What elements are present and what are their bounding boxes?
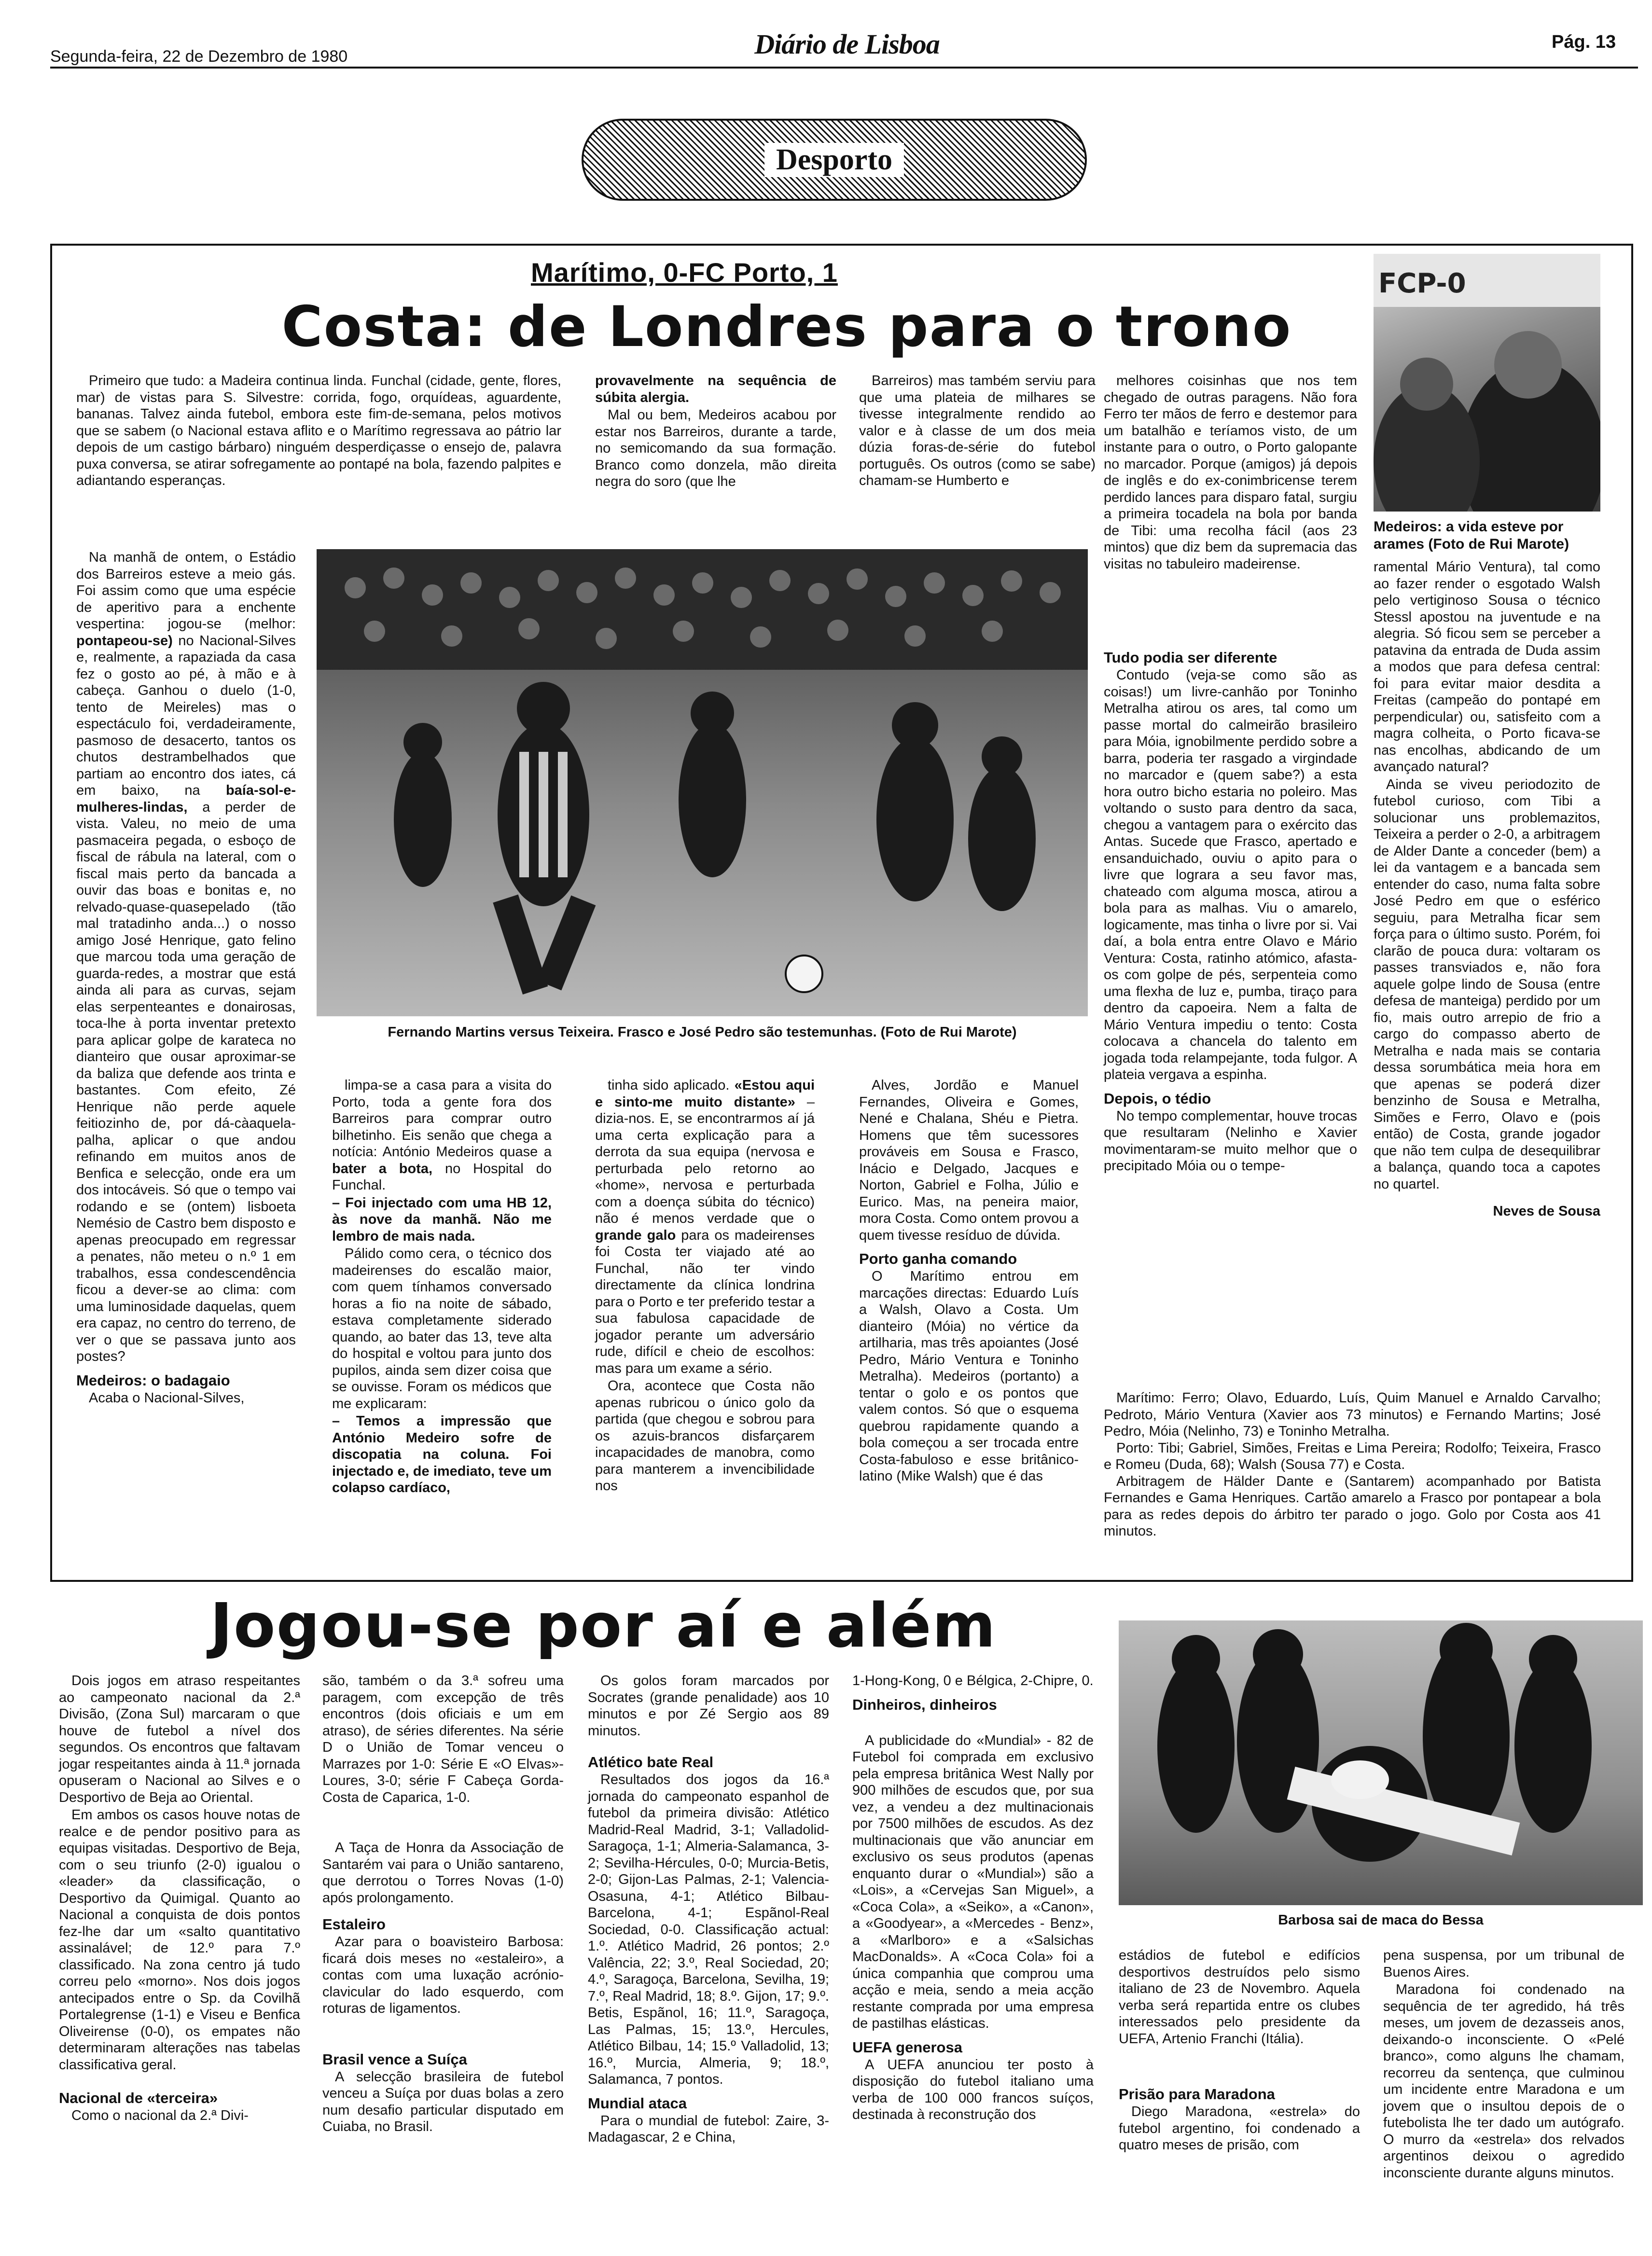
a2-col4-paragraph: 1-Hong-Kong, 0 e Bélgica, 2-Chipre, 0. [852, 1673, 1094, 1689]
col2-quote: – Temos a impressão que António Medeiro sofre de discopatia na coluna. Foi injectado e, de imediato, teve um colapso cardíaco, [332, 1413, 552, 1495]
col1-subheading: Medeiros: o badagaio [76, 1371, 230, 1389]
a2-col4-subheading: Dinheiros, dinheiros [852, 1696, 997, 1713]
a2-col1-paragraph: Dois jogos em atraso respeitantes ao campeonato nacional da 2.ª Divisão, (Zona Sul) marcaram o que houve de futebol a nível dos segundos. Os encontros que faltavam jogar respeitantes ainda à 11.ª jornada opuseram o Nacional ao Silves e o Desportivo de Beja ao Oriental. [59, 1673, 300, 1805]
col2-quote: – Foi injectado com uma HB 12, às nove da manhã. Não me lembro de mais nada. [332, 1195, 552, 1244]
article1-headline: Costa: de Londres para o trono [281, 294, 1292, 360]
lineup-porto: Porto: Tibi; Gabriel, Simões, Freitas e Lima Pereira; Rodolfo; Teixeira, Frasco e Romeu (Duda, 68); Walsh (Sousa 77) e Costa. [1104, 1440, 1601, 1472]
article1-col5 [1104, 649, 1357, 1175]
a2-col3-paragraph: Resultados dos jogos da 16.ª jornada do campeonato espanhol de futebol da primeira divisão: Atlético Madrid-Real Madrid, 3-1; Valladolid-Saragoça, 1-1; Almeria-Salamanca, 3-2; Sevilha-Hércules, 0-0; Murcia-Betis, 2-0; Gijon-Las Palmas, 2-1; Valencia-Osasuna, 4-1; Atlético Bilbau-Barcelona, 4-1; Espãnol-Real Sociedad, 0-0. Classificação actual: 1.º. Atlético Madrid, 26 pontos; 2.º Valência, 22; 3.º, Real Sociedad, 20; 4.º, Saragoça, Barcelona, Sevilha, 19; 7.º, Real Madrid, 18; 8.º. Gijon, 17; 9.º. Betis, Espãnol, 16; 11.º, Saragoça, Las Palmas, 15; 13.º, Hercules, Atlético Bilbau, 14; 15.º Valladolid, 13; 16.º, Murcia, Almeria, 9; 18.º, Salamanca, 7 pontos. [588, 1772, 829, 2087]
match-photo-caption: Fernando Martins versus Teixeira. Frasco e José Pedro são testemunhas. (Foto de Rui Marote) [388, 1024, 1017, 1040]
col1-paragraph: Na manhã de ontem, o Estádio dos Barreiros esteve a meio gás. Foi assim como que uma espécie de aperitivo para a enchente vespertina: jogou-se (melhor: pontapeou-se) no Nacional-Silves e, realmente, a rapaziada da casa fez o gosto ao pé, à mão e à cabeça. Ganhou o duelo (1-0, tento de Meireles) mas o espectáculo foi, verdadeiramente, pasmoso de desacerto, tantos os chutos destrambelhados que partiam ao encontro dos iates, cá em baixo, na baía-sol-e-mulheres-lindas, a perder de vista. Valeu, no meio de uma pasmaceira pegada, o esboço de fiscal de rábula na lateral, com o fiscal mais perto da bancada a ouvir das boas e bonitas e, no relvado-quase-quasepelado (tão mal tratadinho anda...) o nosso amigo José Henrique, gato felino que marcou toda uma geração de guarda-redes, a mostrar que está ainda ali para as curvas, sejam elas serpenteantes e donairosas, toca-lhe à porta inventar pretexto para aplicar golpe de karateca no dianteiro que ousar aproximar-se da baliza que defende aos trinta e bastantes. Com efeito, Zé Henrique não perde aquele feitiozinho de, por dá-càaquela-palha, aplicar o que andou refinando em muitos anos de Benfica e selecção, onde era um dos intocáveis. Só que o tempo vai rodando e se (ontem) lisboeta Nemésio de Castro bem disposto e apenas preocupado em regressar a penates, não meteu o n.º 1 em trabalhos, essa condescendência ficou a dever-se ao clima: com uma luminosidade daquelas, quem era capaz, no centro do terreno, de ver o que se passava junto aos postes? [76, 550, 296, 1364]
lineup-maritimo: Marítimo: Ferro; Olavo, Eduardo, Luís, Quim Manuel e Arnaldo Carvalho; Pedroto, Mário Ventura (Xavier aos 73 minutos) e Fernando Martins; José Pedro, Móia (Nelinho, 73) e Toninho Metralha. [1104, 1390, 1601, 1439]
lineup-referee: Arbitragem de Hälder Dante e (Santarem) acompanhado por Batista Fernandes e Gama Henriques. Cartão amarelo a Frasco por pontapear a bola para as redes depois do árbitro ter parado o jogo. Golo por Costa aos 41 minutos. [1104, 1473, 1601, 1539]
col5-subheading: Depois, o tédio [1104, 1090, 1211, 1107]
article1-col4 [859, 1077, 1079, 1485]
a2-col3-paragraph: Os golos foram marcados por Socrates (grande penalidade) aos 10 minutos e por Zé Sergio aos 89 minutos. [588, 1673, 829, 1739]
col3-paragraph: Ora, acontece que Costa não apenas rubricou o único golo da partida (que chegou e sobrou para os azuis-brancos disfarçarem incapacidades de manobra, como para manterem a invencibilidade nos [595, 1378, 815, 1494]
article2-col6 [1383, 1947, 1624, 2181]
col2-paragraph: limpa-se a casa para a visita do Porto, toda a gente fora dos Barreiros para comprar outro bilhetinho. Eis senão que chega a notícia: António Medeiros quase a bater a bota, no Hospital do Funchal. [332, 1078, 552, 1193]
a2-col5-paragraph: estádios de futebol e edifícios desportivos destruídos pelo sismo italiano de 23 de Novembro. Aquela verba será repartida entre os clubes interessados pelo presidente da UEFA, Artenio Franchi (Itália). [1119, 1948, 1360, 2047]
medeiros-photo [1374, 254, 1600, 512]
medeiros-photo-illustration [1374, 254, 1600, 512]
page-number: Pág. 13 [1552, 32, 1616, 52]
section-label: Desporto [764, 143, 904, 177]
article1-col6 [1374, 559, 1600, 1220]
article1-lineups [1104, 1390, 1601, 1540]
match-photo [317, 549, 1088, 1016]
article1-lead-4 [1104, 373, 1357, 572]
article1-col3 [595, 1077, 815, 1495]
a2-col2-paragraph: Azar para o boavisteiro Barbosa: ficará dois meses no «estaleiro», a contas com uma luxação acrónio-clavicular do lado esquerdo, com roturas de ligamentos. [322, 1934, 564, 2016]
a2-col1-paragraph: Como o nacional da 2.ª Divi- [71, 2108, 249, 2123]
a2-col1-paragraph: Em ambos os casos houve notas de realce e de pendor positivo para as equipas visitadas. Desportivo de Beja, com o seu triunfo (2-0) igualou o «leader» da classificação, o Desportivo da Quimigal. Quanto ao Nacional a conquista de dois pontos fez-lhe dar um «salto quantitativo assinalável; de 12.º para 7.º classificado. Na zona centro já tudo correu pelo «morno». Nos dois jogos antecipados entre o Sp. da Covilhã Portalegrense (1-1) e Viseu e Benfica Oliveirense (0-0), os empates não determinaram alterações nas tabelas classificativa geral. [59, 1807, 300, 2073]
col5-subheading: Tudo podia ser diferente [1104, 649, 1277, 666]
lead-paragraph-bold: provavelmente na sequência de súbita alergia. [595, 373, 836, 405]
a2-col2-subheading: Brasil vence a Suíça [322, 2050, 467, 2068]
lead-paragraph: Mal ou bem, Medeiros acabou por estar nos Barreiros, durante a tarde, no semicomando da sua formação. Branco como donzela, mão direita negra do soro (que lhe [595, 407, 836, 489]
a2-col4-paragraph: A publicidade do «Mundial» - 82 de Futebol foi comprada em exclusivo pela empresa britânica West Nally por 900 milhões de escudos que, por sua vez, a vendeu a dez multinacionais por 7500 milhões de escudos. As dez multinacionais que vão anunciar em exclusivo os seus produtos (apenas enquanto durar o «Mundial») são a «Lois», a «Cervejas San Miguel», a «Coca Cola», a «Seiko», a «Canon», a «Goodyear», a «Mercedes - Benz», a «Marlboro» e a «Salsichas MacDonalds». A «Coca Cola» foi a única companhia que comprou uma acção e meia, sendo a meia acção restante comprada por uma empresa de pastilhas elásticas. [852, 1732, 1094, 2031]
a2-col4-paragraph: A UEFA anunciou ter posto à disposição do futebol italiano uma verba de 100 000 francos suíços, destinada à reconstrução dos [852, 2057, 1094, 2122]
article2-col3 [588, 1673, 829, 2146]
a2-col2-paragraph: A Taça de Honra da Associação de Santarém vai para o União santareno, que derrotou o Torres Novas (1-0) após prolongamento. [322, 1840, 564, 1906]
a2-col5-subheading: Prisão para Maradona [1119, 2086, 1275, 2103]
article1-lead-3 [859, 373, 1096, 489]
a2-col6-paragraph: Maradona foi condenado na sequência de ter agredido, há três meses, um jovem de dezasseis anos, deixando-o inconsciente. O «Pelé branco», como alguns lhe chamam, recorreu da sentença, que culminou um incidente entre Maradona e um jovem que o insultou depois de o futebolista lhe ter dado um autógrafo. O murro da «estrela» dos relvados argentinos deixou o agredido inconsciente durante alguns minutos. [1383, 1982, 1624, 2181]
article1-lead-1 [76, 373, 561, 489]
section-banner [582, 119, 1087, 201]
masthead-rule [50, 67, 1638, 69]
article1-col1 [76, 549, 296, 1406]
masthead-date: Segunda-feira, 22 de Dezembro de 1980 [50, 47, 348, 66]
col5-paragraph: Contudo (veja-se como são as coisas!) um livre-canhão por Toninho Metralha atirou os ares, tal como um passe mortal do calmeirão brasileiro para Móia, ignobilmente perdido sobre a barra, poderia ter rasgado a virgindade no marcador e (quem sabe?) a esta hora outro bicho estaria no poleiro. Mas voltando o susto para dentro da saca, chegou a vantagem para o exército das Antas. Sucede que Frasco, apertado e ensanduichado, ouviu o apito para o livre que lograra a seu favor mas, chateado com alguma mosca, atirou a bola para as malhas. Viu o amarelo, logicamente, mas tinha o livre por si. Vai daí, a bola entra entre Olavo e Mário Ventura: Costa, ratinho atómico, afasta-os com golpe de pés, serpenteia como uma flexha de luz e, pumba, tiraço para dentro da capoeira. Nem a falta de Mário Ventura impediu o tento: Costa colocava a chancela do talento em jogada toda relampejante, toda fulgor. A plateia vergava a espinha. [1104, 667, 1357, 1082]
col6-paragraph: ramental Mário Ventura), tal como ao fazer render o esgotado Walsh pelo vertiginoso Sousa o técnico Stessl apostou na juventude e na alegria. Só ficou sem se perceber a patavina da entrada de Duda assim a modos que para defesa central: foi para evitar maior desdita a Freitas (campeão do pontapé em perpendicular) ou, satisfeito com a magra colheita, o Porto ficava-se nas encolhas, abdicando de um avançado natural? [1374, 559, 1600, 775]
lead-paragraph: Primeiro que tudo: a Madeira continua linda. Funchal (cidade, gente, flores, mar) de vistas para S. Silvestre: corrida, fogo, orquídeas, aguardente, bananas. Talvez ainda futebol, embora este fim-de-semana, pelos motivos que se sabem (o Nacional estava aflito e o Marítimo regressava ao pátrio lar depois de um castigo bárbaro) ninguém desperdiçasse o ensejo de, palavra puxa conversa, se atirar sofregamente ao pontapé na bola, fazendo palpites e adiantando esperanças. [76, 373, 561, 488]
a2-col3-subheading: Mundial ataca [588, 2094, 687, 2112]
article2-col5 [1119, 1947, 1360, 2154]
col3-paragraph: tinha sido aplicado. «Estou aqui e sinto-me muito distante» – dizia-nos. E, se encontrarmos aí já uma certa explicação para a derrota da sua equipa (nervosa e perturbada pelo retorno ao «home», nervosa e perturbada com a doença súbita do técnico) não é menos verdade que o grande galo para os madeirenses foi Costa ter viajado até ao Funchal, não ter vindo directamente da clínica londrina para o Porto e ter preferido testar a sua fabulosa capacidade de jogador perante um adversário rude, difícil e cheio de escolhos: mas para um exame a sério. [595, 1078, 815, 1376]
article1-col2 [332, 1077, 552, 1496]
article2-col4 [852, 1673, 1094, 2123]
article2-col1 [59, 1673, 300, 2124]
a2-col2-paragraph: são, também o da 3.ª sofreu uma paragem, com excepção de três encontros (dois oficiais e um em atraso), de séries diferentes. Na série D o União de Tomar venceu o Marrazes por 1-0: Série E «O Elvas»-Loures, 3-0; série F Cabeça Gorda-Costa de Caparica, 1-0. [322, 1673, 564, 1805]
a2-col3-paragraph: Para o mundial de futebol: Zaire, 3-Madagascar, 2 e China, [588, 2113, 829, 2145]
a2-col1-subheading: Nacional de «terceira» [59, 2090, 218, 2106]
barbosa-photo-caption: Barbosa sai de maca do Bessa [1278, 1912, 1484, 1928]
article1-lead-2 [595, 373, 836, 490]
article2-headline: Jogou-se por aí e além [210, 1590, 997, 1661]
a2-col5-paragraph: Diego Maradona, «estrela» do futebol argentino, foi condenado a quatro meses de prisão, com [1119, 2104, 1360, 2153]
col6-paragraph: Ainda se viveu periodozito de futebol curioso, com Tibi a solucionar uns problemazitos, Teixeira a perder o 2-0, a arbitragem de Alder Dante a conceder (bem) a lei da vantagem e a bancada sem entender do caso, numa falta sobre José Pedro em que o esférico seguiu, para Metralha ficar sem força para o último susto. Porém, foi clarão de pouca dura: voltaram os passes transviados e, não fora aquele golpe lindo de Sousa (entre defesa de manteiga) perdido por um fio, mais outro arrepio de frio a cargo do compasso aberto de Metralha e nada mais se contaria dessa sorumbática meia hora em que apenas se poderá dizer benzinho de Sousa e Metralha, Simões e Ferro, Olavo e (pois então) de Costa, grande jogador que não tem culpa de desequilibrar a balança, quando toca a capotes no quartel. [1374, 776, 1600, 1192]
a2-col2-paragraph: A selecção brasileira de futebol venceu a Suíça por duas bolas a zero num desafio particular disputado em Cuiaba, no Brasil. [322, 2069, 564, 2134]
barbosa-photo [1119, 1620, 1643, 1905]
a2-col6-paragraph: pena suspensa, por um tribunal de Buenos Aires. [1383, 1948, 1624, 1980]
a2-col3-subheading: Atlético bate Real [588, 1754, 714, 1771]
lead-paragraph: melhores coisinhas que nos tem chegado de outras paragens. Não fora Ferro ter mãos de ferro e destemor para um batalhão e teríamos visto, de um instante para o outro, o Porto galopante no marcador. Porque (amigos) já depois de inglês e do ex-conimbricense terem perdido lances para disparo fatal, surgiu a primeira tocadela na bola por banda de Tibi: uma recolha fácil (aos 23 mintos) que diz bem da supremacia das visitas no tabuleiro madeirense. [1104, 373, 1357, 572]
medeiros-photo-caption: Medeiros: a vida esteve por arames (Foto de Rui Marote) [1374, 519, 1569, 552]
col5-paragraph: No tempo complementar, houve trocas que resultaram (Nelinho e Xavier movimentaram-se muito melhor que o precipitado Móia ou o tempe- [1104, 1108, 1357, 1174]
article2-col2 [322, 1673, 564, 2135]
col4-paragraph: Alves, Jordão e Manuel Fernandes, Oliveira e Gomes, Nené e Chalana, Shéu e Pietra. Homens que têm sucessores prováveis em Sousa e Frasco, Inácio e Delgado, Jacques e Norton, Gabriel e Folha, Júlio e Eurico. Mas, na peneira maior, mora Costa. Como ontem provou a quem tivesse resíduo de dúvida. [859, 1078, 1079, 1243]
article1-kicker: Marítimo, 0-FC Porto, 1 [531, 257, 838, 288]
match-photo-illustration [317, 549, 1088, 1016]
col4-paragraph: O Marítimo entrou em marcações directas: Eduardo Luís a Walsh, Olavo a Costa. Um dianteiro (Móia) no vértice da artilharia, mas três apoiantes (José Pedro, Mário Ventura e Toninho Metralha). Medeiros (portanto) a tentar o golo e os pontos que valem contos. Só que o esquema quebrou rapidamente quando a bola começou a ser trocada entre Costa-fabuloso e esse britânico-latino (Mike Walsh) que é das [859, 1269, 1079, 1484]
col1-paragraph: Acaba o Nacional-Silves, [89, 1390, 245, 1406]
a2-col2-subheading: Estaleiro [322, 1916, 386, 1933]
lead-paragraph: Barreiros) mas também serviu para que uma plateia de milhares se tivesse integralmente rendido ao valor e à classe de um dos meia dúzia foras-de-série do futebol português. Os outros (como se sabe) chamam-se Humberto e [859, 373, 1096, 488]
scoreboard-text: FCP-0 [1378, 268, 1466, 299]
col2-paragraph: Pálido como cera, o técnico dos madeirenses do escalão maior, com quem tínhamos conversado horas a fio na noite de sábado, estava completamente siderado quando, ao bater das 13, teve alta do hospital e voltou para junto dos pupilos, ainda sem dizer coisa que se ouvisse. Foram os médicos que me explicaram: [332, 1246, 552, 1412]
newspaper-name: Diário de Lisboa [754, 28, 940, 60]
a2-col4-subheading: UEFA generosa [852, 2038, 962, 2056]
barbosa-photo-illustration [1119, 1620, 1643, 1905]
article1-author: Neves de Sousa [1493, 1204, 1600, 1219]
col4-subheading: Porto ganha comando [859, 1250, 1017, 1267]
